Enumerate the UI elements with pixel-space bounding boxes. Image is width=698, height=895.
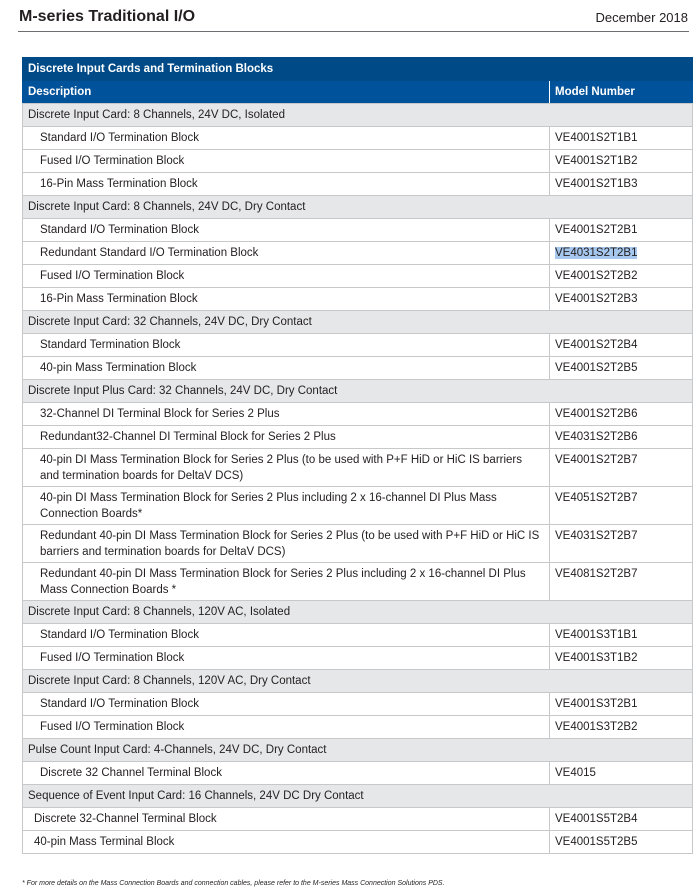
model-number-text: VE4001S2T1B2 xyxy=(555,155,638,167)
description-cell: Fused I/O Termination Block xyxy=(23,265,550,288)
card-group-title: Discrete Input Card: 8 Channels, 24V DC, Dry Contact xyxy=(23,196,693,219)
table-row xyxy=(23,426,693,449)
table-group-row xyxy=(23,196,693,219)
model-number-text: VE4001S2T1B3 xyxy=(555,178,638,190)
description-cell: Standard Termination Block xyxy=(23,334,550,357)
table-row xyxy=(23,808,693,831)
table-header-row xyxy=(23,81,693,104)
model-number-cell xyxy=(550,647,693,670)
table-row xyxy=(23,219,693,242)
card-group-title: Discrete Input Card: 8 Channels, 24V DC, Isolated xyxy=(23,104,693,127)
description-cell: Fused I/O Termination Block xyxy=(23,647,550,670)
model-number-text: VE4031S2T2B7 xyxy=(555,530,638,542)
model-number-cell xyxy=(550,127,693,150)
model-number-cell xyxy=(550,150,693,173)
table-caption: Discrete Input Cards and Termination Blocks xyxy=(23,58,693,81)
page-header xyxy=(18,0,689,33)
model-number-cell xyxy=(550,357,693,380)
table-group-row xyxy=(23,601,693,624)
table-row xyxy=(23,762,693,785)
card-group-title: Discrete Input Card: 32 Channels, 24V DC, Dry Contact xyxy=(23,311,693,334)
table-row xyxy=(23,647,693,670)
column-header-description: Description xyxy=(23,81,550,104)
description-cell: Fused I/O Termination Block xyxy=(23,150,550,173)
table-group-row xyxy=(23,670,693,693)
model-number-text: VE4031S2T2B1 xyxy=(555,247,638,259)
description-cell: 40-pin DI Mass Termination Block for Series 2 Plus including 2 x 16-channel DI Plus Mass Connection Boards* xyxy=(23,487,550,525)
model-number-cell xyxy=(550,716,693,739)
model-number-text: VE4001S2T2B2 xyxy=(555,270,638,282)
header-divider xyxy=(18,31,689,32)
model-number-cell xyxy=(550,242,693,265)
table-row xyxy=(23,693,693,716)
table-row xyxy=(23,265,693,288)
description-cell: Standard I/O Termination Block xyxy=(23,127,550,150)
model-number-text: VE4001S5T2B4 xyxy=(555,813,638,825)
model-number-cell xyxy=(550,403,693,426)
model-number-text: VE4001S3T2B1 xyxy=(555,698,638,710)
table-row xyxy=(23,716,693,739)
model-number-cell xyxy=(550,288,693,311)
model-number-cell xyxy=(550,426,693,449)
model-number-text: VE4001S5T2B5 xyxy=(555,836,638,848)
model-number-cell xyxy=(550,808,693,831)
card-group-title: Discrete Input Card: 8 Channels, 120V AC, Dry Contact xyxy=(23,670,693,693)
model-number-text: VE4081S2T2B7 xyxy=(555,568,638,580)
discrete-input-table xyxy=(22,57,693,854)
model-number-text: VE4001S2T2B3 xyxy=(555,293,638,305)
model-number-cell xyxy=(550,563,693,601)
document-date: December 2018 xyxy=(595,10,688,25)
card-group-title: Discrete Input Card: 8 Channels, 120V AC, Isolated xyxy=(23,601,693,624)
description-cell: 32-Channel DI Terminal Block for Series 2 Plus xyxy=(23,403,550,426)
description-cell: Redundant 40-pin DI Mass Termination Block for Series 2 Plus including 2 x 16-channel DI Plus Mass Connection Boards * xyxy=(23,563,550,601)
document-title: M-series Traditional I/O xyxy=(19,8,196,25)
description-cell: 16-Pin Mass Termination Block xyxy=(23,288,550,311)
model-number-text: VE4001S2T2B4 xyxy=(555,339,638,351)
description-cell: 40-pin Mass Terminal Block xyxy=(23,831,550,854)
table-row xyxy=(23,624,693,647)
model-number-text: VE4001S2T2B6 xyxy=(555,408,638,420)
table-group-row xyxy=(23,739,693,762)
description-cell: Standard I/O Termination Block xyxy=(23,219,550,242)
card-group-title: Sequence of Event Input Card: 16 Channels, 24V DC Dry Contact xyxy=(23,785,693,808)
table-row xyxy=(23,357,693,380)
table-group-row xyxy=(23,311,693,334)
description-cell: Standard I/O Termination Block xyxy=(23,624,550,647)
card-group-title: Pulse Count Input Card: 4-Channels, 24V DC, Dry Contact xyxy=(23,739,693,762)
model-number-cell xyxy=(550,173,693,196)
model-number-text: VE4001S3T1B2 xyxy=(555,652,638,664)
description-cell: Redundant Standard I/O Termination Block xyxy=(23,242,550,265)
table-group-row xyxy=(23,380,693,403)
model-number-text: VE4051S2T2B7 xyxy=(555,492,638,504)
model-number-cell xyxy=(550,449,693,487)
description-cell: Standard I/O Termination Block xyxy=(23,693,550,716)
model-number-text: VE4001S2T1B1 xyxy=(555,132,638,144)
model-number-text: VE4031S2T2B6 xyxy=(555,431,638,443)
description-cell: Redundant32-Channel DI Terminal Block for Series 2 Plus xyxy=(23,426,550,449)
table-group-row xyxy=(23,104,693,127)
model-number-cell xyxy=(550,334,693,357)
model-number-cell xyxy=(550,693,693,716)
description-cell: 40-pin DI Mass Termination Block for Series 2 Plus (to be used with P+F HiD or HiC IS barriers and termination boards for DeltaV DCS) xyxy=(23,449,550,487)
model-number-cell xyxy=(550,624,693,647)
description-cell: 16-Pin Mass Termination Block xyxy=(23,173,550,196)
table-row xyxy=(23,449,693,487)
model-number-text: VE4001S2T2B7 xyxy=(555,454,638,466)
table-row xyxy=(23,150,693,173)
table-group-row xyxy=(23,785,693,808)
table-row xyxy=(23,831,693,854)
table-row xyxy=(23,173,693,196)
model-number-cell xyxy=(550,487,693,525)
column-header-model-number: Model Number xyxy=(550,81,693,104)
table-row xyxy=(23,403,693,426)
description-cell: Discrete 32-Channel Terminal Block xyxy=(23,808,550,831)
table-body xyxy=(23,104,693,854)
table-row xyxy=(23,525,693,563)
description-cell: 40-pin Mass Termination Block xyxy=(23,357,550,380)
table-row xyxy=(23,127,693,150)
footnote: * For more details on the Mass Connection Boards and connection cables, please refer to the M-series Mass Connection Solutions PDS. xyxy=(22,880,445,887)
model-number-cell xyxy=(550,265,693,288)
description-cell: Redundant 40-pin DI Mass Termination Block for Series 2 Plus (to be used with P+F HiD or HiC IS barriers and termination boards for DeltaV DCS) xyxy=(23,525,550,563)
model-number-cell xyxy=(550,525,693,563)
table-row xyxy=(23,242,693,265)
table-caption-row xyxy=(23,58,693,81)
model-number-text: VE4015 xyxy=(555,767,596,779)
model-number-text: VE4001S3T1B1 xyxy=(555,629,638,641)
description-cell: Fused I/O Termination Block xyxy=(23,716,550,739)
card-group-title: Discrete Input Plus Card: 32 Channels, 24V DC, Dry Contact xyxy=(23,380,693,403)
table-row xyxy=(23,487,693,525)
table-row xyxy=(23,288,693,311)
model-number-cell xyxy=(550,831,693,854)
table-row xyxy=(23,563,693,601)
model-number-cell xyxy=(550,219,693,242)
model-number-text: VE4001S2T2B1 xyxy=(555,224,638,236)
model-number-text: VE4001S3T2B2 xyxy=(555,721,638,733)
model-number-cell xyxy=(550,762,693,785)
table-row xyxy=(23,334,693,357)
description-cell: Discrete 32 Channel Terminal Block xyxy=(23,762,550,785)
model-number-text: VE4001S2T2B5 xyxy=(555,362,638,374)
